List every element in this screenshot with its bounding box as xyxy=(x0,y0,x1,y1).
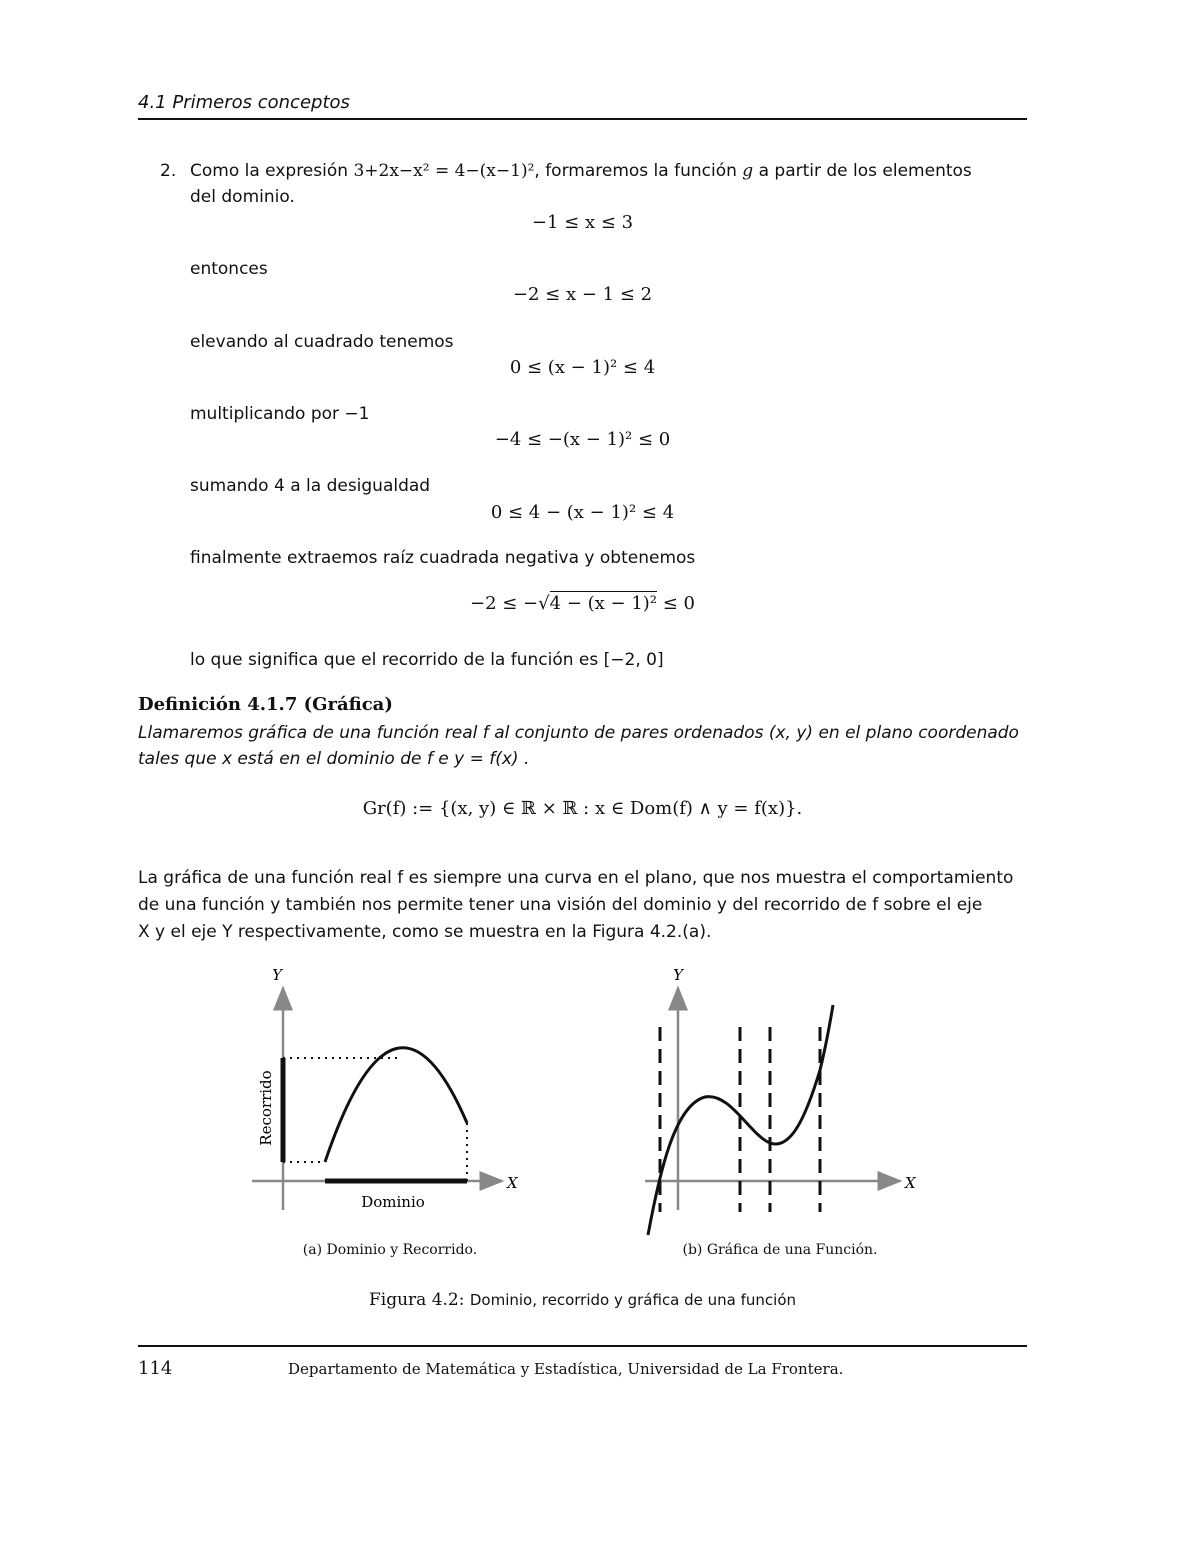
inequality-step3: −4 ≤ −(x − 1)² ≤ 0 xyxy=(494,429,671,450)
header-rule xyxy=(138,118,1027,120)
sqrt-radicand: 4 − (x − 1)² xyxy=(549,593,658,614)
item-intro-line1 xyxy=(190,158,972,185)
label-elevando: elevando al cuadrado tenemos xyxy=(190,332,454,352)
step5-right: ≤ 0 xyxy=(657,593,695,614)
figure-a-caption: (a) Dominio y Recorrido. xyxy=(302,1242,478,1258)
sqrt-symbol: √ xyxy=(538,593,550,614)
figure-b-function-graph xyxy=(630,960,930,1240)
footer-institution: Departamento de Matemática y Estadística, Universidad de La Frontera. xyxy=(288,1360,844,1378)
paragraph-line2: de una función y también nos permite tener una visión del dominio y del recorrido de f sobre el eje xyxy=(138,895,983,915)
inequality-step0: −1 ≤ x ≤ 3 xyxy=(531,212,634,233)
label-finalmente: finalmente extraemos raíz cuadrada negativa y obtenemos xyxy=(190,548,696,568)
inequality-step5 xyxy=(138,593,1027,614)
y-axis-label: Y xyxy=(673,966,683,984)
definition-line1: Llamaremos gráfica de una función real f al conjunto de pares ordenados (x, y) en el plano coordenado xyxy=(138,723,1019,743)
intro-text-c: a partir de los elementos xyxy=(753,161,972,181)
x-axis-label: X xyxy=(507,1174,518,1192)
range-label: Recorrido xyxy=(257,1070,275,1146)
paragraph-line3: X y el eje Y respectivamente, como se muestra en la Figura 4.2.(a). xyxy=(138,922,712,942)
figure-caption xyxy=(138,1290,1027,1310)
paragraph-line1: La gráfica de una función real f es siempre una curva en el plano, que nos muestra el comportamiento xyxy=(138,868,1014,888)
running-header: 4.1 Primeros conceptos xyxy=(138,92,350,113)
definition-line2: tales que x está en el dominio de f e y = f(x) . xyxy=(138,749,530,769)
inequality-step4: 0 ≤ 4 − (x − 1)² ≤ 4 xyxy=(490,502,675,523)
definition-formula: Gr(f) := {(x, y) ∈ ℝ × ℝ : x ∈ Dom(f) ∧ y = f(x)}. xyxy=(362,798,803,819)
figure-a-domain-range xyxy=(240,960,540,1235)
step5-left: −2 ≤ − xyxy=(470,593,539,614)
intro-text-a: Como la expresión xyxy=(190,161,354,181)
inequality-step1: −2 ≤ x − 1 ≤ 2 xyxy=(512,284,653,305)
definition-title: Definición 4.1.7 (Gráfica) xyxy=(138,694,393,715)
figure-b-caption: (b) Gráfica de una Función. xyxy=(682,1242,878,1258)
figure-caption-text: Dominio, recorrido y gráfica de una función xyxy=(469,1291,797,1309)
x-axis-label: X xyxy=(905,1174,916,1192)
inequality-step2: 0 ≤ (x − 1)² ≤ 4 xyxy=(509,357,656,378)
conclusion-text: lo que significa que el recorrido de la función es [−2, 0] xyxy=(190,650,664,670)
function-curve xyxy=(325,1048,467,1162)
footer-rule xyxy=(138,1345,1027,1347)
label-multiplicando: multiplicando por −1 xyxy=(190,404,370,424)
page-number: 114 xyxy=(138,1358,173,1379)
intro-text-b: , formaremos la función xyxy=(534,161,743,181)
label-sumando: sumando 4 a la desigualdad xyxy=(190,476,431,496)
item-number: 2. xyxy=(160,161,177,181)
intro-expression: 3+2x−x² = 4−(x−1)² xyxy=(353,161,535,181)
y-axis-label: Y xyxy=(272,966,282,984)
label-entonces: entonces xyxy=(190,259,268,279)
item-intro-line2: del dominio. xyxy=(190,187,295,207)
intro-function-g: g xyxy=(742,161,754,181)
domain-label: Dominio xyxy=(361,1193,425,1211)
figure-caption-label: Figura 4.2: xyxy=(368,1290,465,1310)
